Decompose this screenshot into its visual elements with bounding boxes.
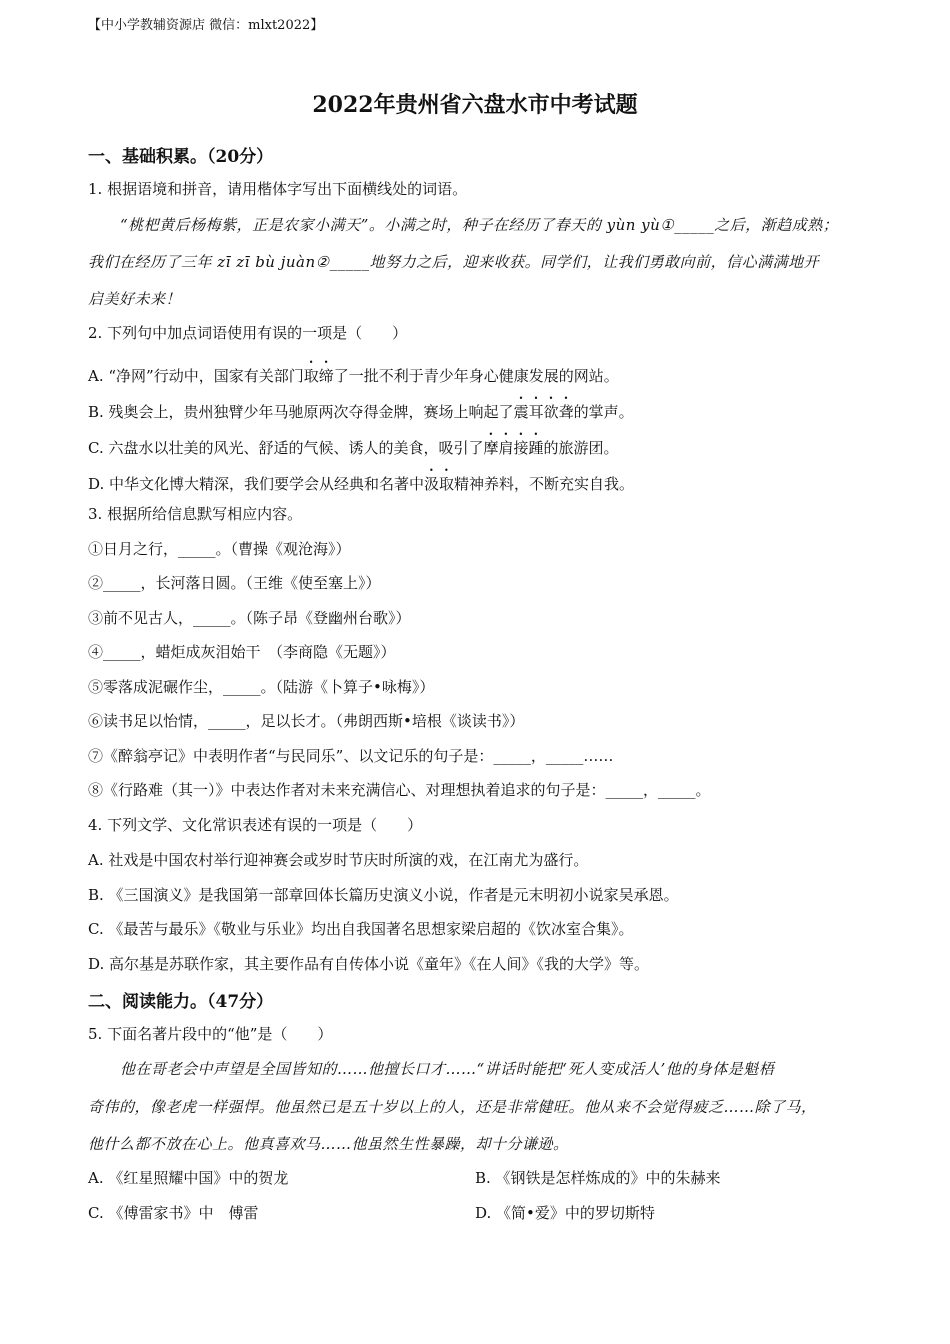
dotted-word: 震耳欲聋 — [513, 403, 574, 421]
q1-passage-line-1: “桃杷黄后杨梅紫，正是农家小满天”。小满之时，种子在经历了春天的 yùn yù①_____之后，渐趋成熟； — [120, 216, 839, 234]
q3-item-3: ③前不见古人，_____。（陈子昂《登幽州台歌》） — [88, 609, 411, 627]
q5-passage-line-1: 他在哥老会中声望是全国皆知的……他擅长口才……“讲话时能把‘死人变成活人’他的身体是魁梧 — [120, 1060, 775, 1078]
q5-option-a: A. 《红星照耀中国》中的贺龙 — [88, 1169, 289, 1187]
option-text: 的掌声。 — [573, 403, 634, 421]
q5-stem: 5. 下面名著片段中的“他”是（ ） — [88, 1025, 333, 1043]
option-text: 的旅游团。 — [543, 439, 619, 457]
q1-passage-line-2: 我们在经历了三年 zī zī bù juàn②_____地努力之后，迎来收获。同学们，让我们勇敢向前，信心满满地开 — [88, 253, 820, 271]
q3-stem: 3. 根据所给信息默写相应内容。 — [88, 505, 303, 523]
page-title: 2022年贵州省六盘水市中考试题 — [312, 92, 638, 118]
section-heading-2: 二、阅读能力。（47分） — [88, 992, 274, 1012]
q4-stem: 4. 下列文学、文化常识表述有误的一项是（ ） — [88, 816, 423, 834]
q3-item-8: ⑧《行路难（其一）》中表达作者对未来充满信心、对理想执着追求的句子是：_____，_____。 — [88, 781, 711, 799]
q3-item-5: ⑤零落成泥碾作尘，_____。（陆游《卜算子•咏梅》） — [88, 678, 435, 696]
q4-option-d: D. 高尔基是苏联作家，其主要作品有自传体小说《童年》《在人间》《我的大学》等。 — [88, 955, 650, 973]
q5-option-d: D. 《简•爱》中的罗切斯特 — [475, 1204, 655, 1222]
section-heading-1: 一、基础积累。（20分） — [88, 147, 274, 167]
q5-passage-line-3: 他什么都不放在心上。他真喜欢马……他虽然生性暴躁，却十分谦逊。 — [88, 1135, 569, 1153]
q5-option-b: B. 《钢铁是怎样炼成的》中的朱赫来 — [475, 1169, 721, 1187]
dotted-word: 摩肩接踵 — [483, 439, 544, 457]
option-text: C. 六盘水以壮美的风光、舒适的气候、诱人的美食，吸引了 — [88, 439, 484, 457]
q1-stem: 1. 根据语境和拼音，请用楷体字写出下面横线处的词语。 — [88, 180, 468, 198]
q4-option-b: B. 《三国演义》是我国第一部章回体长篇历史演义小说，作者是元末明初小说家吴承恩。 — [88, 886, 679, 904]
q4-option-c: C. 《最苦与最乐》《敬业与乐业》均出自我国著名思想家梁启超的《饮冰室合集》。 — [88, 920, 634, 938]
q2-option-d — [88, 466, 890, 494]
q3-item-4: ④_____，蜡炬成灰泪始干 （李商隐《无题》） — [88, 643, 396, 661]
option-text: 精神养料，不断充实自我。 — [454, 475, 635, 493]
q2-option-c — [88, 430, 890, 458]
q3-item-7: ⑦《醉翁亭记》中表明作者“与民同乐”、以文记乐的句子是：_____，_____…… — [88, 747, 614, 765]
q3-item-2: ②_____，长河落日圆。（王维《使至塞上》） — [88, 574, 381, 592]
dotted-word: 取缔 — [303, 367, 334, 385]
header-note: 【中小学教辅资源店 微信：mlxt2022】 — [88, 18, 324, 33]
dotted-word: 汲取 — [424, 475, 455, 493]
q1-passage-line-3: 启美好未来！ — [88, 290, 182, 308]
option-text: A. “净网”行动中，国家有关部门 — [88, 367, 304, 385]
option-text: 了一批不利于青少年身心健康发展的网站。 — [333, 367, 619, 385]
q5-option-c: C. 《傅雷家书》中 傅雷 — [88, 1204, 259, 1222]
option-text: B. 残奥会上，贵州独臂少年马驰原两次夺得金牌，赛场上响起了 — [88, 403, 514, 421]
q3-item-1: ①日月之行，_____。（曹操《观沧海》） — [88, 540, 351, 558]
q5-passage-line-2: 奇伟的，像老虎一样强悍。他虽然已是五十岁以上的人，还是非常健旺。他从来不会觉得疲乏……除了马， — [88, 1098, 817, 1116]
option-text: D. 中华文化博大精深，我们要学会从经典和名著中 — [88, 475, 425, 493]
q3-item-6: ⑥读书足以怡情，_____，足以长才。（弗朗西斯•培根《谈读书》） — [88, 712, 525, 730]
q2-option-b — [88, 394, 890, 422]
q2-stem: 2. 下列句中加点词语使用有误的一项是（ ） — [88, 324, 408, 342]
q4-option-a: A. 社戏是中国农村举行迎神赛会或岁时节庆时所演的戏，在江南尤为盛行。 — [88, 851, 589, 869]
q2-option-a — [88, 358, 890, 386]
